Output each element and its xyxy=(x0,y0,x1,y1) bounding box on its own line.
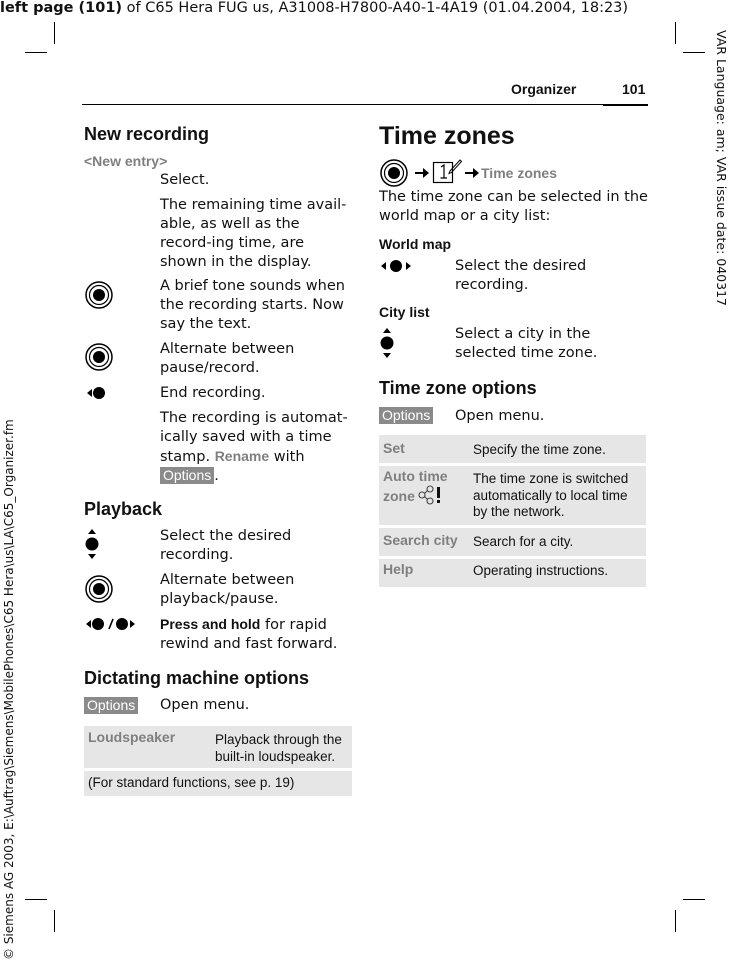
options-softkey: Options xyxy=(160,467,214,484)
crop-mark xyxy=(54,22,55,44)
crop-mark xyxy=(683,52,705,53)
print-header-info: of C65 Hera FUG us, A31008-H7800-A40-1-4A19 (01.04.2004, 18:23) xyxy=(122,0,629,16)
playback-select-text: Select the desired recording. xyxy=(160,528,292,563)
new-entry-label: <New entry> xyxy=(84,153,168,169)
city-list-text: Select a city in the selected time zone. xyxy=(455,326,598,361)
right-margin-text: VAR Language: am; VAR issue date: 040317 xyxy=(714,30,729,306)
options-softkey: Options xyxy=(379,407,433,424)
nav-up-down-icon xyxy=(84,528,100,560)
search-city-value: Search for a city. xyxy=(473,534,574,549)
header-rule-thick xyxy=(603,104,648,106)
crop-mark xyxy=(54,910,55,932)
options-softkey: Options xyxy=(84,697,138,714)
press-hold-text xyxy=(160,615,352,654)
menu-path-label: Time zones xyxy=(481,165,557,181)
organizer-icon xyxy=(432,157,462,185)
nav-left-icon xyxy=(84,386,110,400)
standard-functions-text: (For standard functions, see p. 19) xyxy=(88,775,295,790)
time-zone-options-heading: Time zone options xyxy=(379,378,537,398)
crop-mark xyxy=(25,899,47,900)
open-menu-text: Open menu. xyxy=(160,697,250,713)
period-text: . xyxy=(214,468,219,484)
crop-mark xyxy=(683,899,705,900)
playback-alternate-text: Alternate between playback/pause. xyxy=(160,572,295,607)
center-key-icon xyxy=(379,158,409,188)
print-header xyxy=(0,0,628,16)
remaining-text: The remaining time avail-able, as well as the record-ing time, are shown in the display. xyxy=(160,197,347,270)
set-value: Specify the time zone. xyxy=(473,442,606,457)
nav-left-right-icon xyxy=(84,617,140,631)
center-key-icon xyxy=(84,574,114,604)
help-label: Help xyxy=(383,561,414,577)
press-hold-label: Press and hold xyxy=(160,616,261,632)
rename-softkey-label: Rename xyxy=(214,448,270,464)
auto-time-zone-value: The time zone is switched automatically to local time by the network. xyxy=(473,471,629,519)
network-icon xyxy=(418,485,444,505)
header-rule xyxy=(82,104,648,105)
playback-heading: Playback xyxy=(84,499,163,519)
with-text: with xyxy=(273,449,305,465)
center-key-icon xyxy=(84,342,114,372)
crop-mark xyxy=(25,52,47,53)
loudspeaker-label: Loudspeaker xyxy=(88,729,176,745)
world-map-heading: World map xyxy=(379,236,452,252)
city-list-heading: City list xyxy=(379,304,430,320)
zone-label: zone xyxy=(383,488,415,504)
auto-save-sentence: The recording is automat-ically saved with a time stamp. xyxy=(160,410,348,465)
dictating-options-table xyxy=(84,726,352,796)
select-text: Select. xyxy=(160,172,210,188)
page-number: 101 xyxy=(622,81,646,97)
world-map-text: Select the desired recording. xyxy=(455,258,587,293)
section-title: Organizer xyxy=(511,81,577,97)
dictating-options-heading: Dictating machine options xyxy=(84,668,310,688)
new-recording-heading: New recording xyxy=(84,124,210,144)
time-zone-options-table xyxy=(379,435,646,587)
auto-save-text xyxy=(160,409,352,486)
end-recording-text: End recording. xyxy=(160,385,266,401)
time-zones-heading: Time zones xyxy=(379,122,515,150)
time-zones-intro: The time zone can be selected in the world map or a city list: xyxy=(379,189,648,224)
crop-mark xyxy=(675,910,676,932)
arrow-right-icon xyxy=(464,166,480,180)
rewind-text: for rapid rewind and fast forward. xyxy=(160,617,338,652)
center-key-icon xyxy=(84,280,114,310)
print-header-page: left page (101) xyxy=(0,0,123,16)
left-margin-text: © Siemens AG 2003, E:\Auftrag\Siemens\MobilePhones\C65 Hera\us\LA\C65_Organizer.fm xyxy=(2,419,16,960)
auto-time-label: Auto time xyxy=(383,468,448,484)
auto-time-zone-label xyxy=(383,468,467,505)
open-menu-text: Open menu. xyxy=(455,408,545,424)
alternate-text: Alternate between pause/record. xyxy=(160,341,295,376)
crop-mark xyxy=(675,22,676,44)
set-label: Set xyxy=(383,440,405,456)
search-city-label: Search city xyxy=(383,532,458,548)
loudspeaker-value: Playback through the built-in loudspeaker. xyxy=(215,732,342,764)
brief-tone-text: A brief tone sounds when the recording starts. Now say the text. xyxy=(160,278,345,332)
arrow-right-icon xyxy=(414,166,430,180)
nav-left-right-icon xyxy=(379,259,413,273)
nav-up-down-icon xyxy=(379,327,395,359)
help-value: Operating instructions. xyxy=(473,563,609,578)
